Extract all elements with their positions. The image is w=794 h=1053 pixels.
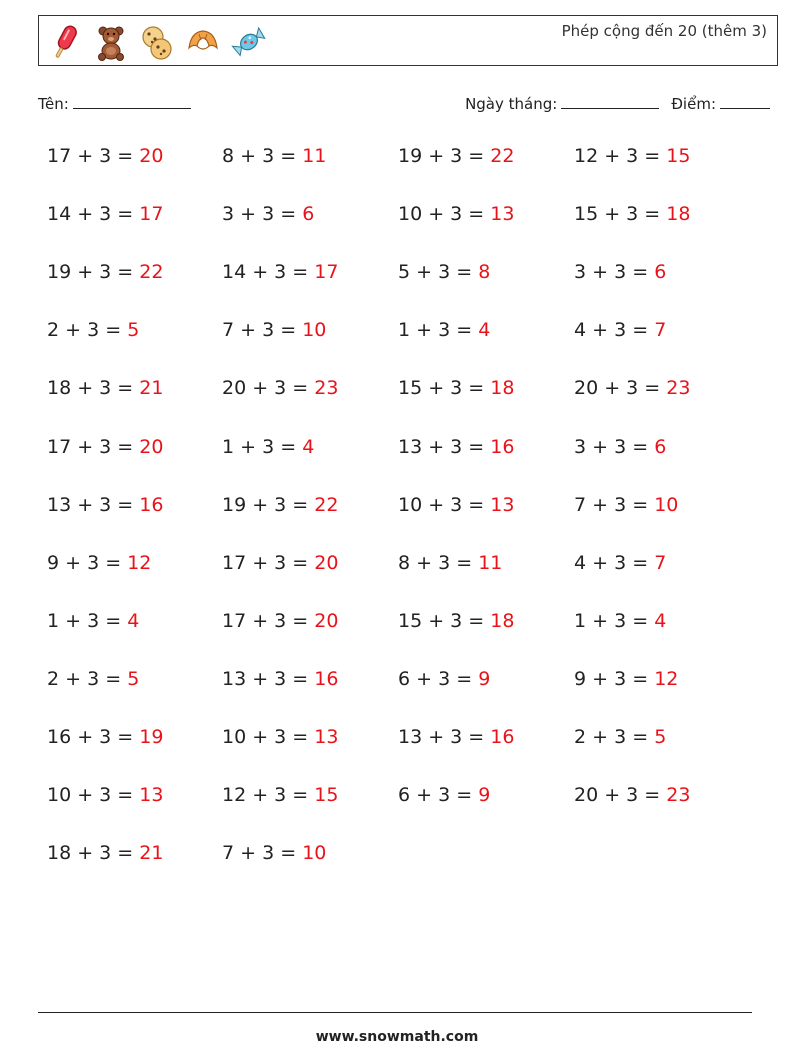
problem-item <box>222 552 338 574</box>
problem-answer: 11 <box>302 145 327 167</box>
problem-answer: 4 <box>302 435 315 458</box>
problem-answer: 9 <box>478 667 491 690</box>
problem-item <box>47 436 163 458</box>
problem-question: 19 + 3 = <box>398 145 491 167</box>
problem-item <box>222 494 338 516</box>
problem-question: 17 + 3 = <box>222 609 315 632</box>
problem-question: 12 + 3 = <box>574 145 667 167</box>
problem-item <box>574 377 690 399</box>
problem-question: 1 + 3 = <box>222 435 303 458</box>
problem-answer: 20 <box>139 435 164 458</box>
problem-question: 14 + 3 = <box>47 203 140 226</box>
problem-answer: 21 <box>139 842 164 865</box>
problem-question: 18 + 3 = <box>47 842 140 865</box>
problem-item <box>222 145 326 167</box>
problem-item <box>398 145 514 167</box>
date-score-fields <box>465 94 770 113</box>
problem-question: 12 + 3 = <box>222 784 315 807</box>
problem-question: 3 + 3 = <box>574 435 655 458</box>
problem-item <box>574 610 666 632</box>
problem-question: 13 + 3 = <box>398 435 491 458</box>
problem-item <box>574 203 690 225</box>
problem-item <box>574 145 690 167</box>
problem-item <box>222 319 326 341</box>
problem-question: 19 + 3 = <box>47 261 140 284</box>
problem-answer: 18 <box>490 377 515 400</box>
problem-question: 14 + 3 = <box>222 261 315 284</box>
problem-answer: 22 <box>314 493 339 516</box>
problem-answer: 13 <box>139 784 164 807</box>
problem-item <box>398 319 490 341</box>
problem-item <box>574 436 666 458</box>
problem-answer: 23 <box>666 377 691 400</box>
problem-answer: 8 <box>478 261 491 284</box>
score-blank[interactable] <box>720 94 770 109</box>
problem-question: 2 + 3 = <box>574 726 655 748</box>
problem-item <box>398 726 514 748</box>
problem-item <box>398 494 514 516</box>
problem-question: 7 + 3 = <box>222 319 303 342</box>
problem-answer: 6 <box>302 203 315 226</box>
problem-question: 6 + 3 = <box>398 784 479 807</box>
problem-question: 3 + 3 = <box>574 261 655 284</box>
problem-item <box>222 726 338 748</box>
problem-answer: 4 <box>654 609 667 632</box>
problem-item <box>398 436 514 458</box>
problem-answer: 15 <box>314 784 339 807</box>
problem-item <box>47 784 163 806</box>
problem-answer: 16 <box>314 667 339 690</box>
problem-answer: 13 <box>314 726 339 748</box>
problem-item <box>574 668 678 690</box>
problem-item <box>47 610 139 632</box>
footer-url: www.snowmath.com <box>315 1029 479 1045</box>
problem-question: 7 + 3 = <box>574 493 655 516</box>
problem-item <box>222 436 314 458</box>
problem-question: 1 + 3 = <box>574 609 655 632</box>
problem-question: 17 + 3 = <box>222 551 315 574</box>
problem-answer: 16 <box>490 726 515 748</box>
problem-item <box>398 203 514 225</box>
problem-answer: 17 <box>139 203 164 226</box>
problem-item <box>222 261 338 283</box>
problem-item <box>47 319 139 341</box>
problem-item <box>398 552 502 574</box>
name-field[interactable] <box>38 94 191 113</box>
problem-answer: 21 <box>139 377 164 400</box>
problem-question: 15 + 3 = <box>398 377 491 400</box>
problem-item <box>398 784 490 806</box>
problem-answer: 7 <box>654 319 667 342</box>
problem-answer: 15 <box>666 145 691 167</box>
problem-item <box>222 668 338 690</box>
problem-answer: 6 <box>654 435 667 458</box>
student-info-row <box>38 94 770 116</box>
problem-answer: 18 <box>490 609 515 632</box>
problem-item <box>47 261 163 283</box>
problem-item <box>47 203 163 225</box>
date-label: Ngày tháng: <box>465 95 558 113</box>
problem-answer: 7 <box>654 551 667 574</box>
worksheet-header <box>38 15 778 66</box>
problem-question: 5 + 3 = <box>398 261 479 284</box>
problem-item <box>47 377 163 399</box>
problem-question: 17 + 3 = <box>47 435 140 458</box>
problem-item <box>398 377 514 399</box>
problem-answer: 4 <box>127 609 140 632</box>
footer-divider <box>38 1012 752 1013</box>
problem-item <box>222 377 338 399</box>
problem-answer: 20 <box>139 145 164 167</box>
problem-item <box>222 610 338 632</box>
problem-question: 1 + 3 = <box>398 319 479 342</box>
problem-question: 15 + 3 = <box>398 609 491 632</box>
problem-answer: 13 <box>490 493 515 516</box>
problem-question: 6 + 3 = <box>398 667 479 690</box>
problem-question: 10 + 3 = <box>222 726 315 748</box>
problem-question: 8 + 3 = <box>398 551 479 574</box>
popsicle-icon <box>47 22 83 62</box>
problem-answer: 22 <box>490 145 515 167</box>
problem-item <box>398 261 490 283</box>
teddy-bear-icon <box>93 22 129 62</box>
problem-item <box>398 610 514 632</box>
problem-item <box>398 668 490 690</box>
problem-item <box>574 784 690 806</box>
worksheet-title: Phép cộng đến 20 (thêm 3) <box>561 22 767 40</box>
problem-item <box>574 726 666 748</box>
problem-answer: 20 <box>314 551 339 574</box>
problem-answer: 10 <box>302 319 327 342</box>
problem-question: 4 + 3 = <box>574 551 655 574</box>
problem-item <box>47 842 163 864</box>
problem-question: 18 + 3 = <box>47 377 140 400</box>
problem-question: 8 + 3 = <box>222 145 303 167</box>
problem-answer: 23 <box>666 784 691 807</box>
problem-answer: 9 <box>478 784 491 807</box>
header-icons <box>47 22 277 62</box>
problem-question: 15 + 3 = <box>574 203 667 226</box>
problem-question: 10 + 3 = <box>398 493 491 516</box>
problem-question: 4 + 3 = <box>574 319 655 342</box>
problem-question: 1 + 3 = <box>47 609 128 632</box>
cookies-icon <box>139 22 175 62</box>
croissant-icon <box>185 22 221 62</box>
problem-item <box>47 668 139 690</box>
problem-answer: 12 <box>654 667 679 690</box>
problem-answer: 4 <box>478 319 491 342</box>
problem-item <box>47 145 163 167</box>
problem-answer: 5 <box>654 726 667 748</box>
problem-item <box>574 319 666 341</box>
problem-question: 9 + 3 = <box>574 667 655 690</box>
problem-answer: 10 <box>654 493 679 516</box>
problem-item <box>222 784 338 806</box>
problem-question: 9 + 3 = <box>47 551 128 574</box>
problem-question: 17 + 3 = <box>47 145 140 167</box>
problem-question: 7 + 3 = <box>222 842 303 865</box>
problem-question: 10 + 3 = <box>47 784 140 807</box>
problem-answer: 22 <box>139 261 164 284</box>
problem-answer: 5 <box>127 319 140 342</box>
problem-answer: 19 <box>139 726 164 748</box>
problem-item <box>47 726 163 748</box>
problem-item <box>222 203 314 225</box>
problem-answer: 11 <box>478 551 503 574</box>
problem-question: 19 + 3 = <box>222 493 315 516</box>
problem-question: 2 + 3 = <box>47 667 128 690</box>
name-blank[interactable] <box>73 94 191 109</box>
problem-answer: 10 <box>302 842 327 865</box>
problem-item <box>47 494 163 516</box>
problem-item <box>574 494 678 516</box>
problem-item <box>574 261 666 283</box>
problem-answer: 6 <box>654 261 667 284</box>
problem-item <box>47 552 151 574</box>
name-label: Tên: <box>38 95 69 113</box>
problem-answer: 17 <box>314 261 339 284</box>
problem-answer: 18 <box>666 203 691 226</box>
problem-answer: 23 <box>314 377 339 400</box>
problem-question: 13 + 3 = <box>222 667 315 690</box>
problem-answer: 5 <box>127 667 140 690</box>
problem-answer: 13 <box>490 203 515 226</box>
date-blank[interactable] <box>561 94 659 109</box>
score-label: Điểm: <box>671 95 716 113</box>
problem-item <box>574 552 666 574</box>
problem-question: 2 + 3 = <box>47 319 128 342</box>
problem-item <box>222 842 326 864</box>
problem-question: 13 + 3 = <box>398 726 491 748</box>
problem-answer: 20 <box>314 609 339 632</box>
problem-question: 16 + 3 = <box>47 726 140 748</box>
problem-answer: 16 <box>139 493 164 516</box>
problem-answer: 12 <box>127 551 152 574</box>
candy-icon <box>231 22 267 62</box>
problem-question: 20 + 3 = <box>574 377 667 400</box>
problem-question: 10 + 3 = <box>398 203 491 226</box>
problem-answer: 16 <box>490 435 515 458</box>
problem-question: 20 + 3 = <box>222 377 315 400</box>
problem-question: 13 + 3 = <box>47 493 140 516</box>
problem-question: 3 + 3 = <box>222 203 303 226</box>
problem-question: 20 + 3 = <box>574 784 667 807</box>
